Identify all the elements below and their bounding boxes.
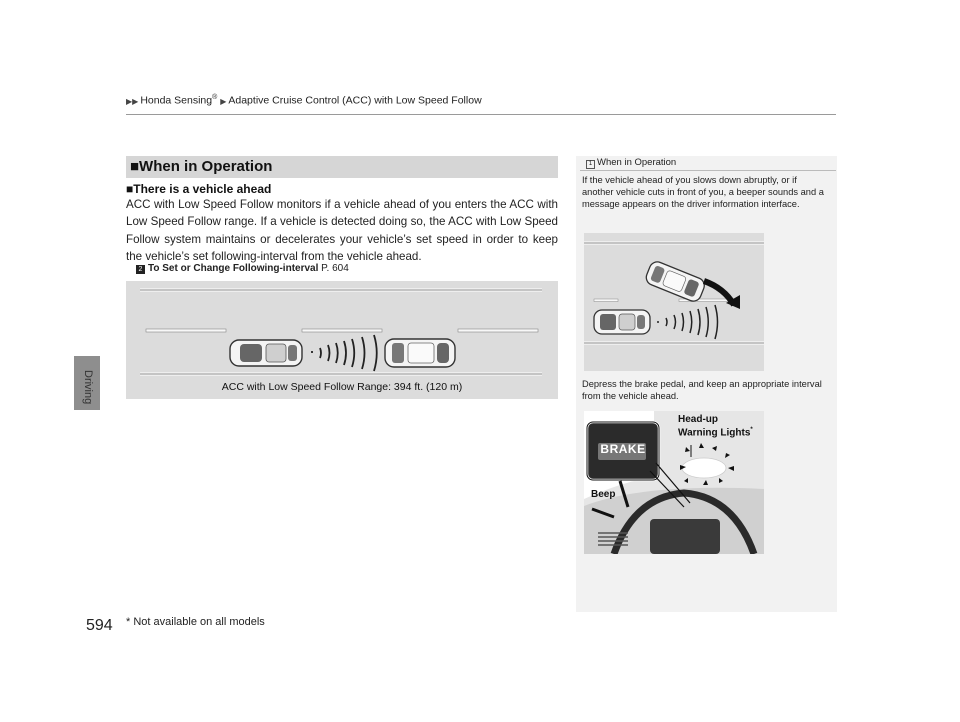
vehicle-ahead-icon [385,339,455,367]
side-note-paragraph-2: Depress the brake pedal, and keep an appropriate interval from the vehicle ahead. [582,379,822,401]
cross-reference-title: To Set or Change Following-interval [148,263,319,274]
side-note-title [586,157,676,169]
side-note-title-text: When in Operation [597,157,677,168]
brake-warning-label: BRAKE [600,442,646,456]
head-up-light-icon [682,458,726,478]
head-up-label-line1: Head-up [678,414,718,425]
cross-reference-link[interactable] [136,263,349,274]
head-up-warning-label [678,414,753,438]
sub-heading: ■There is a vehicle ahead [126,182,272,196]
chapter-label: Driving [82,370,94,405]
reference-arrow-icon: 2 [136,265,145,274]
registered-mark: ® [212,94,218,101]
header-rule [126,114,836,115]
section-title: ■When in Operation [130,158,273,175]
breadcrumb-arrow-icon: ▶ [220,96,227,106]
own-car-icon [230,340,302,366]
footnote-star: * [750,427,753,433]
cut-in-illustration [584,233,764,371]
note-marker-icon: 1 [586,160,595,169]
page-number: 594 [86,617,113,634]
head-up-label-line2: Warning Lights [678,427,751,439]
breadcrumb-item-honda-sensing: Honda Sensing [140,94,213,107]
chapter-label-container [74,368,100,432]
footnote: * Not available on all models [126,616,265,628]
body-paragraph: ACC with Low Speed Follow monitors if a vehicle ahead of you enters the ACC with Low Speed Follow range. If a vehicle is detected doing so, the ACC with Low Speed Follow system maintains or decelerates your vehicle’s set speed in order to keep the vehicle’s set following-interval from the vehicle ahead. [126,198,558,263]
own-car-icon [594,310,650,334]
cut-in-drawing [584,233,764,371]
breadcrumb-arrow-icon: ▶▶ [126,96,139,106]
side-note-rule [580,170,836,171]
dashboard-warning-illustration [584,411,764,554]
beep-label: Beep [591,489,616,500]
figure-caption: ACC with Low Speed Follow Range: 394 ft. (120 m) [221,381,463,393]
breadcrumb-item-acc: Adaptive Cruise Control (ACC) with Low Speed Follow [228,94,482,107]
breadcrumb [126,94,482,107]
side-note-paragraph-1: If the vehicle ahead of you slows down abruptly, or if another vehicle cuts in front of you, a beeper sounds and a message appears on the driver information interface. [582,175,824,209]
cross-reference-page: P. 604 [318,263,349,274]
